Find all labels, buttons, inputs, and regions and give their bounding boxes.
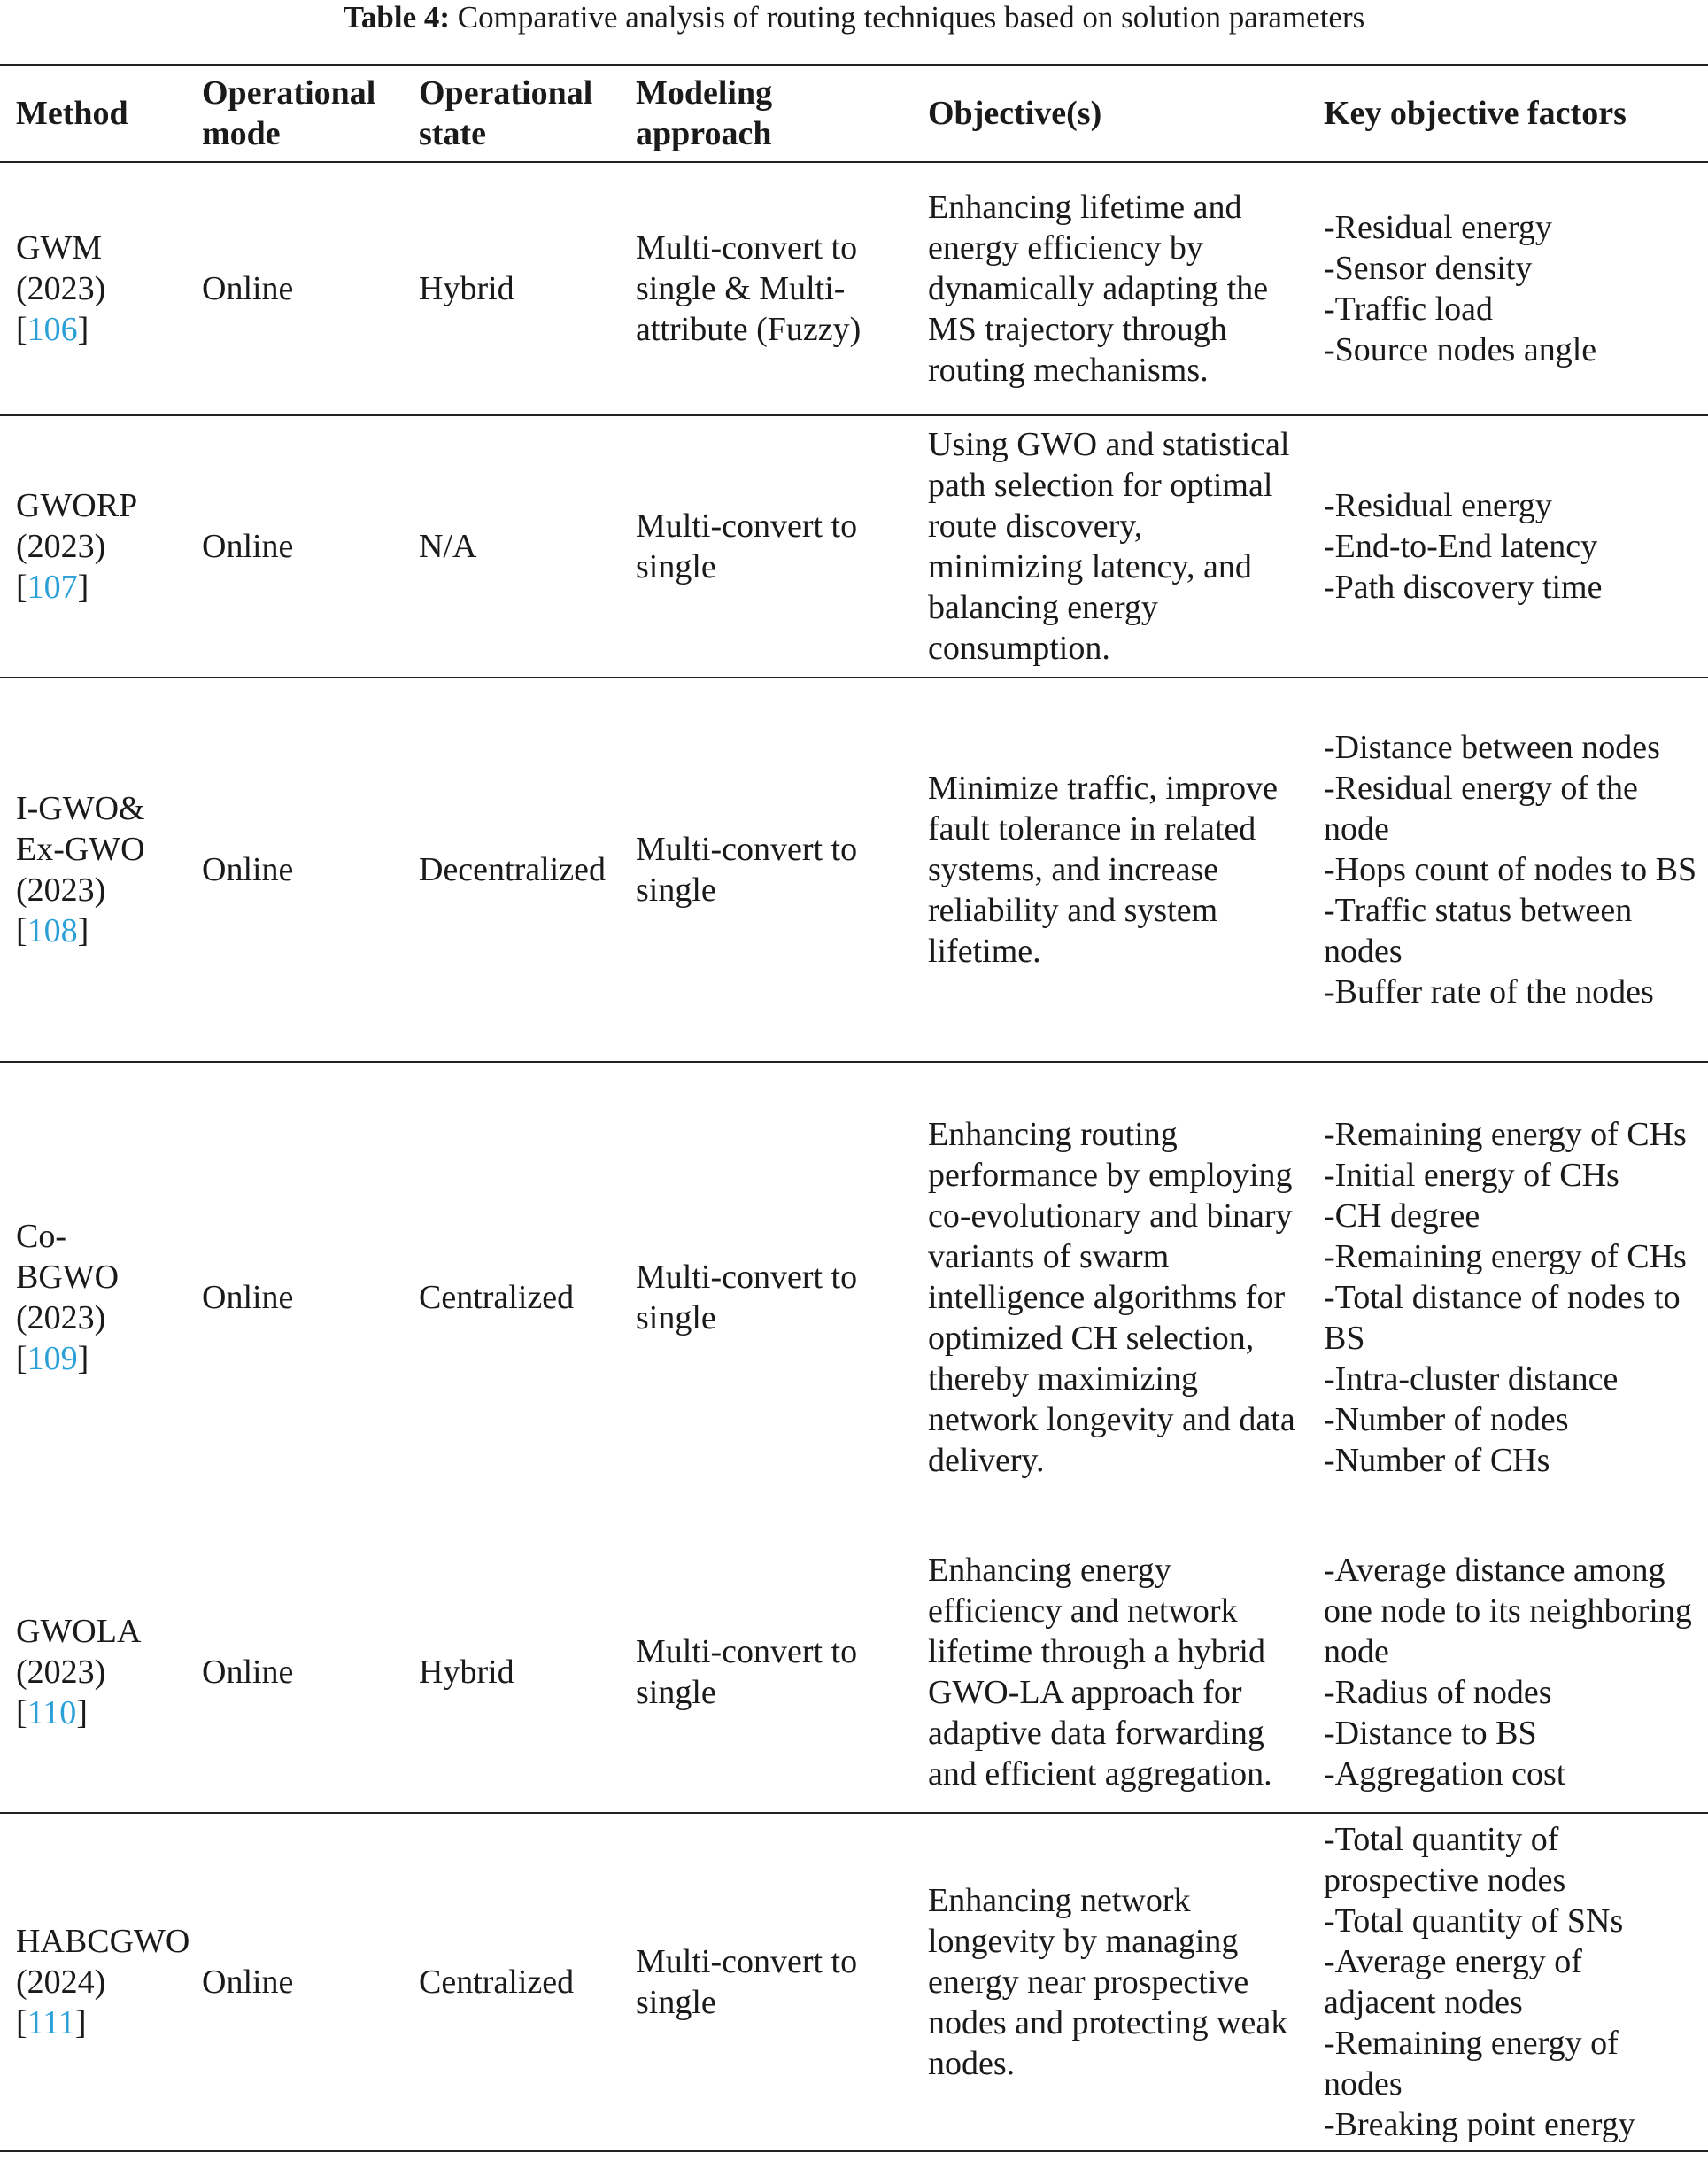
- factor-item: -Initial energy of CHs: [1324, 1156, 1619, 1194]
- operational-mode-cell: Online: [202, 1278, 294, 1316]
- factor-item: -Traffic load: [1324, 290, 1494, 328]
- header-row: [0, 65, 1708, 162]
- operational-state-cell: Decentralized: [403, 678, 620, 1062]
- operational-mode-cell: Online: [186, 1531, 403, 1813]
- key-factors-cell: [1308, 1062, 1708, 1531]
- table-row: [0, 162, 1708, 415]
- modeling-approach-cell: Multi-convert to single & Multi-attribute (Fuzzy): [620, 162, 912, 415]
- operational-mode-cell: Online: [186, 162, 403, 415]
- table-row: [0, 1813, 1708, 2151]
- reference-link[interactable]: 109: [27, 1339, 78, 1377]
- key-factors-cell: [1308, 1531, 1708, 1813]
- objective-cell: Minimize traffic, improve fault tolerance in related systems, and increase reliability and system lifetime.: [912, 678, 1308, 1062]
- method-cell: Co- BGWO (2023) [109]: [0, 1062, 186, 1531]
- factor-item: -Radius of nodes: [1324, 1673, 1552, 1711]
- method-name: I-GWO&: [16, 790, 145, 827]
- factor-item: -Remaining energy of CHs: [1324, 1237, 1687, 1275]
- caption-label: Table 4:: [343, 0, 451, 35]
- method-year: (2023) [: [16, 528, 106, 606]
- table-row: [0, 678, 1708, 1062]
- factor-item: -Sensor density: [1324, 250, 1533, 287]
- method-name: GWOLA: [16, 1612, 142, 1650]
- method-cell: I-GWO& Ex-GWO (2023) [108]: [0, 678, 186, 1062]
- routing-comparison-table: [0, 64, 1708, 2152]
- reference-link[interactable]: 106: [27, 311, 78, 348]
- header-objectives: Objective(s): [912, 65, 1308, 162]
- header-modeling-approach: Modeling approach: [620, 65, 912, 162]
- operational-state-cell: Centralized: [403, 1813, 620, 2151]
- method-cell: GWM (2023) [106]: [0, 162, 186, 415]
- table-row: [0, 1062, 1708, 1531]
- modeling-approach-cell: Multi-convert to single: [620, 1531, 912, 1813]
- key-factors-cell: [1308, 678, 1708, 1062]
- factor-item: -Path discovery time: [1324, 569, 1603, 606]
- factor-item: -Aggregation cost: [1324, 1754, 1566, 1793]
- operational-state-cell: Hybrid: [403, 1531, 620, 1813]
- objective-cell: Enhancing lifetime and energy efficiency by dynamically adapting the MS trajectory through routing mechanisms.: [912, 162, 1308, 415]
- objective-cell: Using GWO and statistical path selection for optimal route discovery, minimizing latency, and balancing energy consumption.: [912, 415, 1308, 678]
- table-row: [0, 415, 1708, 678]
- method-cell: GWOLA (2023) [110]: [0, 1531, 186, 1813]
- modeling-approach-cell: Multi-convert to single: [620, 678, 912, 1062]
- method-name: HABCGWO: [16, 1923, 190, 1960]
- operational-mode-cell: Online: [186, 678, 403, 1062]
- factor-item: -Total quantity of SNs: [1324, 1902, 1624, 1940]
- factor-item: -Average distance among one node to its neighboring node: [1324, 1551, 1692, 1670]
- factor-item: -Total distance of nodes to BS: [1324, 1278, 1681, 1357]
- caption-text: Comparative analysis of routing techniques based on solution parameters: [457, 0, 1365, 35]
- factor-item: -Source nodes angle: [1324, 331, 1597, 368]
- reference-link[interactable]: 107: [27, 569, 78, 606]
- table-caption: [0, 0, 1708, 39]
- header-key-objective-factors: Key objective factors: [1308, 65, 1708, 162]
- modeling-approach-cell: Multi-convert to single: [636, 1258, 858, 1336]
- objective-cell: Enhancing routing performance by employing co-evolutionary and binary variants of swarm intelligence algorithms for optimized CH selection, thereby maximizing network longevity and data delivery.: [928, 1115, 1295, 1479]
- factor-item: -Distance between nodes: [1324, 729, 1660, 766]
- factor-item: -Residual energy: [1324, 487, 1552, 524]
- method-cell: GWORP (2023) [107]: [0, 415, 186, 678]
- reference-link[interactable]: 108: [27, 912, 78, 949]
- key-factors-cell: [1308, 162, 1708, 415]
- operational-state-cell: Hybrid: [403, 162, 620, 415]
- factor-item: -End-to-End latency: [1324, 528, 1598, 565]
- method-year: (2023) [: [16, 871, 106, 949]
- table-row: [0, 1531, 1708, 1813]
- operational-state-cell: N/A: [403, 415, 620, 678]
- factor-item: -Residual energy of the node: [1324, 770, 1638, 848]
- method-name: GWORP: [16, 487, 138, 524]
- method-cell: HABCGWO (2024) [111]: [0, 1813, 186, 2151]
- method-name-cont: BGWO: [16, 1258, 120, 1296]
- factor-item: -Total quantity of prospective nodes: [1324, 1821, 1566, 1899]
- modeling-approach-cell: Multi-convert to single: [620, 415, 912, 678]
- objective-cell: Enhancing network longevity by managing energy near prospective nodes and protecting weak nodes.: [912, 1813, 1308, 2151]
- operational-state-cell: Centralized: [419, 1278, 575, 1316]
- factor-item: -Number of CHs: [1324, 1441, 1550, 1479]
- operational-mode-cell: Online: [186, 415, 403, 678]
- factor-item: -Residual energy: [1324, 209, 1552, 246]
- factor-item: -Average energy of adjacent nodes: [1324, 1943, 1582, 2021]
- reference-link[interactable]: 110: [27, 1693, 77, 1731]
- operational-mode-cell: Online: [186, 1813, 403, 2151]
- objective-cell: Enhancing energy efficiency and network lifetime through a hybrid GWO-LA approach for adaptive data forwarding and efficient aggregation.: [912, 1531, 1308, 1813]
- method-year: (2024) [: [16, 1963, 106, 2041]
- method-year: (2023) [: [16, 270, 106, 348]
- header-operational-state: Operational state: [403, 65, 620, 162]
- method-year: (2023) [: [16, 1298, 106, 1377]
- factor-item: -Buffer rate of the nodes: [1324, 973, 1654, 1011]
- method-name: Co-: [16, 1217, 66, 1255]
- header-operational-mode: Operational mode: [186, 65, 403, 162]
- key-factors-cell: [1308, 415, 1708, 678]
- reference-link[interactable]: 111: [27, 2004, 75, 2041]
- method-name-cont: Ex-GWO: [16, 831, 145, 868]
- factor-item: -Hops count of nodes to BS: [1324, 851, 1697, 888]
- factor-item: -Remaining energy of nodes: [1324, 2025, 1619, 2103]
- modeling-approach-cell: Multi-convert to single: [620, 1813, 912, 2151]
- factor-item: -Breaking point energy: [1324, 2106, 1635, 2143]
- factor-item: -Traffic status between nodes: [1324, 892, 1633, 970]
- factor-item: -CH degree: [1324, 1197, 1480, 1235]
- factor-item: -Distance to BS: [1324, 1714, 1537, 1752]
- header-method: Method: [0, 65, 186, 162]
- key-factors-cell: [1308, 1813, 1708, 2151]
- method-year: (2023) [: [16, 1653, 106, 1731]
- factor-item: -Intra-cluster distance: [1324, 1359, 1619, 1398]
- factor-item: -Number of nodes: [1324, 1400, 1569, 1438]
- method-name: GWM: [16, 229, 103, 267]
- factor-item: -Remaining energy of CHs: [1324, 1115, 1687, 1153]
